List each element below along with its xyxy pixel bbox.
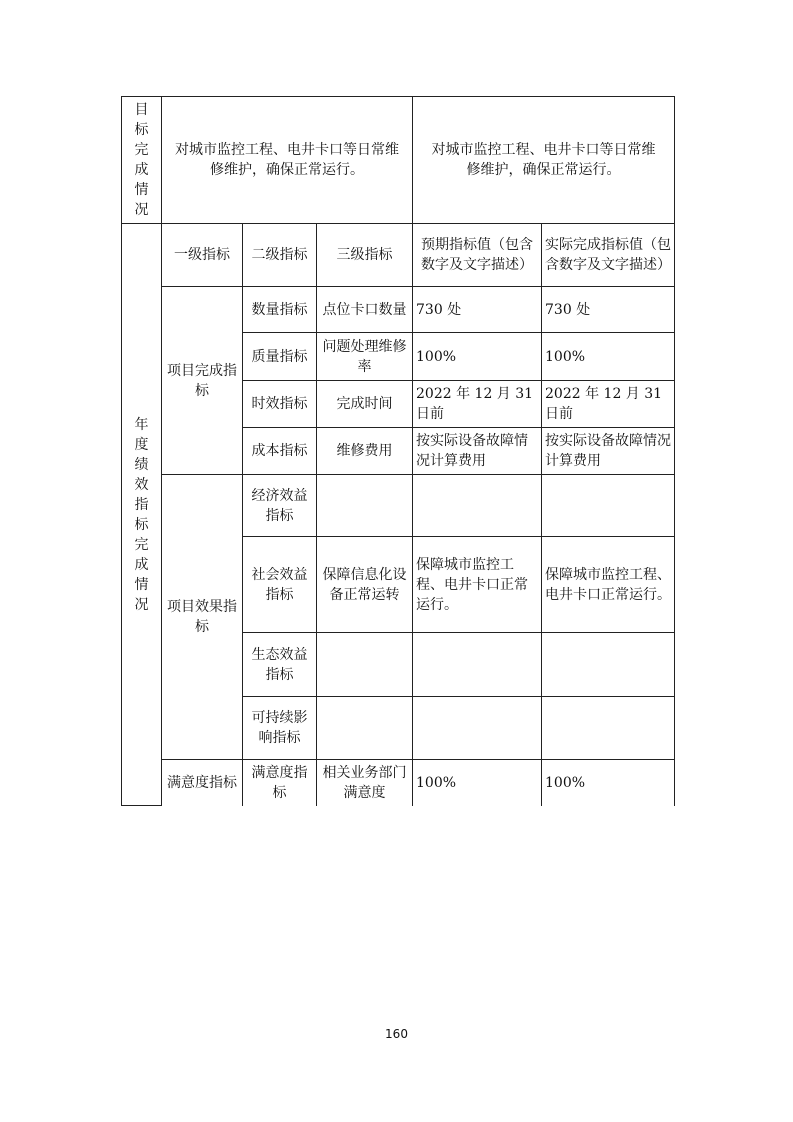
- header-actual: 实际完成指标值（包含数字及文字描述）: [542, 224, 675, 287]
- level2-cell: 生态效益指标: [243, 633, 317, 697]
- level3-cell: 保障信息化设备正常运转: [317, 537, 413, 633]
- actual-cell: [542, 633, 675, 697]
- expected-cell: [413, 475, 542, 537]
- header-level3: 三级指标: [317, 224, 413, 287]
- expected-cell: 100%: [413, 760, 542, 806]
- level2-cell: 可持续影响指标: [243, 697, 317, 760]
- level3-cell: [317, 475, 413, 537]
- level3-cell: 相关业务部门满意度: [317, 760, 413, 806]
- level3-cell: [317, 697, 413, 760]
- level3-cell: 完成时间: [317, 381, 413, 428]
- actual-cell: 保障城市监控工程、电井卡口正常运行。: [542, 537, 675, 633]
- level3-cell: [317, 633, 413, 697]
- level2-cell: 数量指标: [243, 287, 317, 333]
- project-completion-label: 项目完成指标: [162, 287, 243, 475]
- annual-section-label: 年度绩效指标完成情况: [122, 224, 162, 806]
- header-expected: 预期指标值（包含数字及文字描述）: [413, 224, 542, 287]
- table-row: [122, 760, 675, 806]
- level3-cell: 点位卡口数量: [317, 287, 413, 333]
- level2-cell: 质量指标: [243, 333, 317, 381]
- page-number: 160: [385, 1027, 408, 1041]
- goal-section-label: 目标完成情况: [122, 97, 162, 224]
- expected-cell: 730 处: [413, 287, 542, 333]
- satisfaction-label: 满意度指标: [162, 760, 243, 806]
- level3-cell: 问题处理维修率: [317, 333, 413, 381]
- actual-cell: 100%: [542, 333, 675, 381]
- performance-table: [121, 96, 675, 806]
- expected-cell: 按实际设备故障情况计算费用: [413, 428, 542, 475]
- table-row: [122, 287, 675, 333]
- actual-cell: [542, 697, 675, 760]
- header-level2: 二级指标: [243, 224, 317, 287]
- actual-cell: [542, 475, 675, 537]
- expected-cell: [413, 633, 542, 697]
- expected-cell: [413, 697, 542, 760]
- goal-expected-text: 对城市监控工程、电井卡口等日常维修维护，确保正常运行。: [162, 97, 413, 224]
- goal-row: [122, 97, 675, 224]
- expected-cell: 2022 年 12 月 31 日前: [413, 381, 542, 428]
- level3-cell: 维修费用: [317, 428, 413, 475]
- table-row: [122, 475, 675, 537]
- project-effect-label: 项目效果指标: [162, 475, 243, 760]
- level2-cell: 时效指标: [243, 381, 317, 428]
- actual-cell: 100%: [542, 760, 675, 806]
- level2-cell: 经济效益指标: [243, 475, 317, 537]
- expected-cell: 保障城市监控工程、电井卡口正常运行。: [413, 537, 542, 633]
- header-row: [122, 224, 675, 287]
- goal-actual-text: 对城市监控工程、电井卡口等日常维修维护，确保正常运行。: [413, 97, 675, 224]
- expected-cell: 100%: [413, 333, 542, 381]
- actual-cell: 730 处: [542, 287, 675, 333]
- level2-cell: 社会效益指标: [243, 537, 317, 633]
- actual-cell: 2022 年 12 月 31 日前: [542, 381, 675, 428]
- level2-cell: 满意度指标: [243, 760, 317, 806]
- level2-cell: 成本指标: [243, 428, 317, 475]
- header-level1: 一级指标: [162, 224, 243, 287]
- actual-cell: 按实际设备故障情况计算费用: [542, 428, 675, 475]
